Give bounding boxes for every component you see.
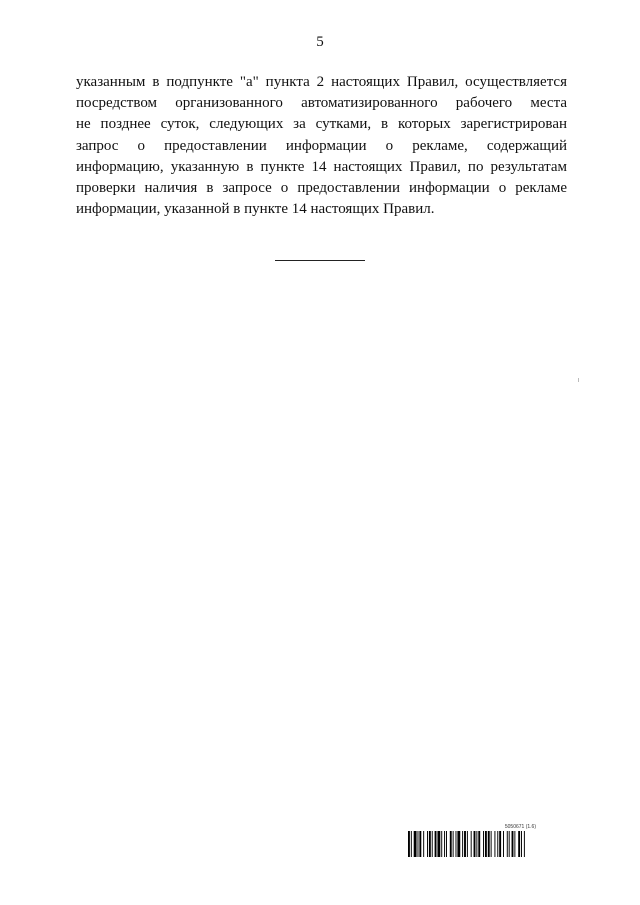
barcode-bar (457, 831, 460, 857)
paragraph-line: информации, указанной в пункте 14 настоящих Правил. (76, 201, 435, 218)
barcode-bar (474, 831, 476, 857)
barcode-bar (483, 831, 484, 857)
barcode-bar (418, 831, 419, 857)
barcode-bar (499, 831, 501, 857)
barcode-bar (450, 831, 452, 857)
paragraph-line: запрос о предоставлении информации о рекламе, содержащий (76, 137, 567, 154)
barcode-bar (462, 831, 463, 857)
paragraph-line: информацию, указанную в пункте 14 настоящих Правил, по результатам (76, 158, 567, 175)
barcode-bar (441, 831, 442, 857)
barcode-bar (488, 831, 490, 857)
document-barcode-block (408, 824, 566, 857)
barcode-bar (503, 831, 504, 857)
barcode-bar (432, 831, 433, 857)
barcode-bar (494, 831, 495, 857)
barcode-bar (524, 831, 525, 857)
barcode-bar (467, 831, 468, 857)
barcode-bar (521, 831, 522, 857)
barcode-bar (514, 831, 515, 857)
barcode-bar (471, 831, 472, 857)
barcode-bar (414, 831, 417, 857)
barcode-bar (512, 831, 514, 857)
body-paragraph (76, 72, 567, 220)
barcode-bar (456, 831, 457, 857)
barcode-bar (497, 831, 498, 857)
barcode-bar (478, 831, 480, 857)
barcode-bar (446, 831, 447, 857)
barcode-code: 5050671 (1.6) (504, 824, 536, 830)
barcode-icon (408, 831, 566, 857)
barcode-bar (429, 831, 431, 857)
barcode-bar (444, 831, 445, 857)
scan-artifact (578, 378, 579, 382)
barcode-bar (453, 831, 454, 857)
page-number: 5 (316, 34, 324, 50)
barcode-bar (423, 831, 424, 857)
barcode-bar (485, 831, 487, 857)
barcode-bar (464, 831, 466, 857)
barcode-bar (491, 831, 492, 857)
paragraph-line: указанным в подпункте "а" пункта 2 настоящих Правил, осуществляется (76, 74, 567, 90)
barcode-bar (411, 831, 412, 857)
barcode-bar (435, 831, 437, 857)
barcode-bar (437, 831, 440, 857)
barcode-bar (476, 831, 477, 857)
paragraph-line: не позднее суток, следующих за сутками, в которых зарегистрирован (76, 116, 567, 133)
barcode-bar (419, 831, 421, 857)
barcode-bar (518, 831, 520, 857)
barcode-bar (427, 831, 428, 857)
paragraph-line: проверки наличия в запросе о предоставлении информации о рекламе (76, 180, 567, 197)
barcode-bar (509, 831, 510, 857)
barcode-bar (507, 831, 508, 857)
end-separator-line (275, 260, 365, 261)
barcode-bar (408, 831, 410, 857)
paragraph-line: посредством организованного автоматизированного рабочего места (76, 95, 567, 112)
